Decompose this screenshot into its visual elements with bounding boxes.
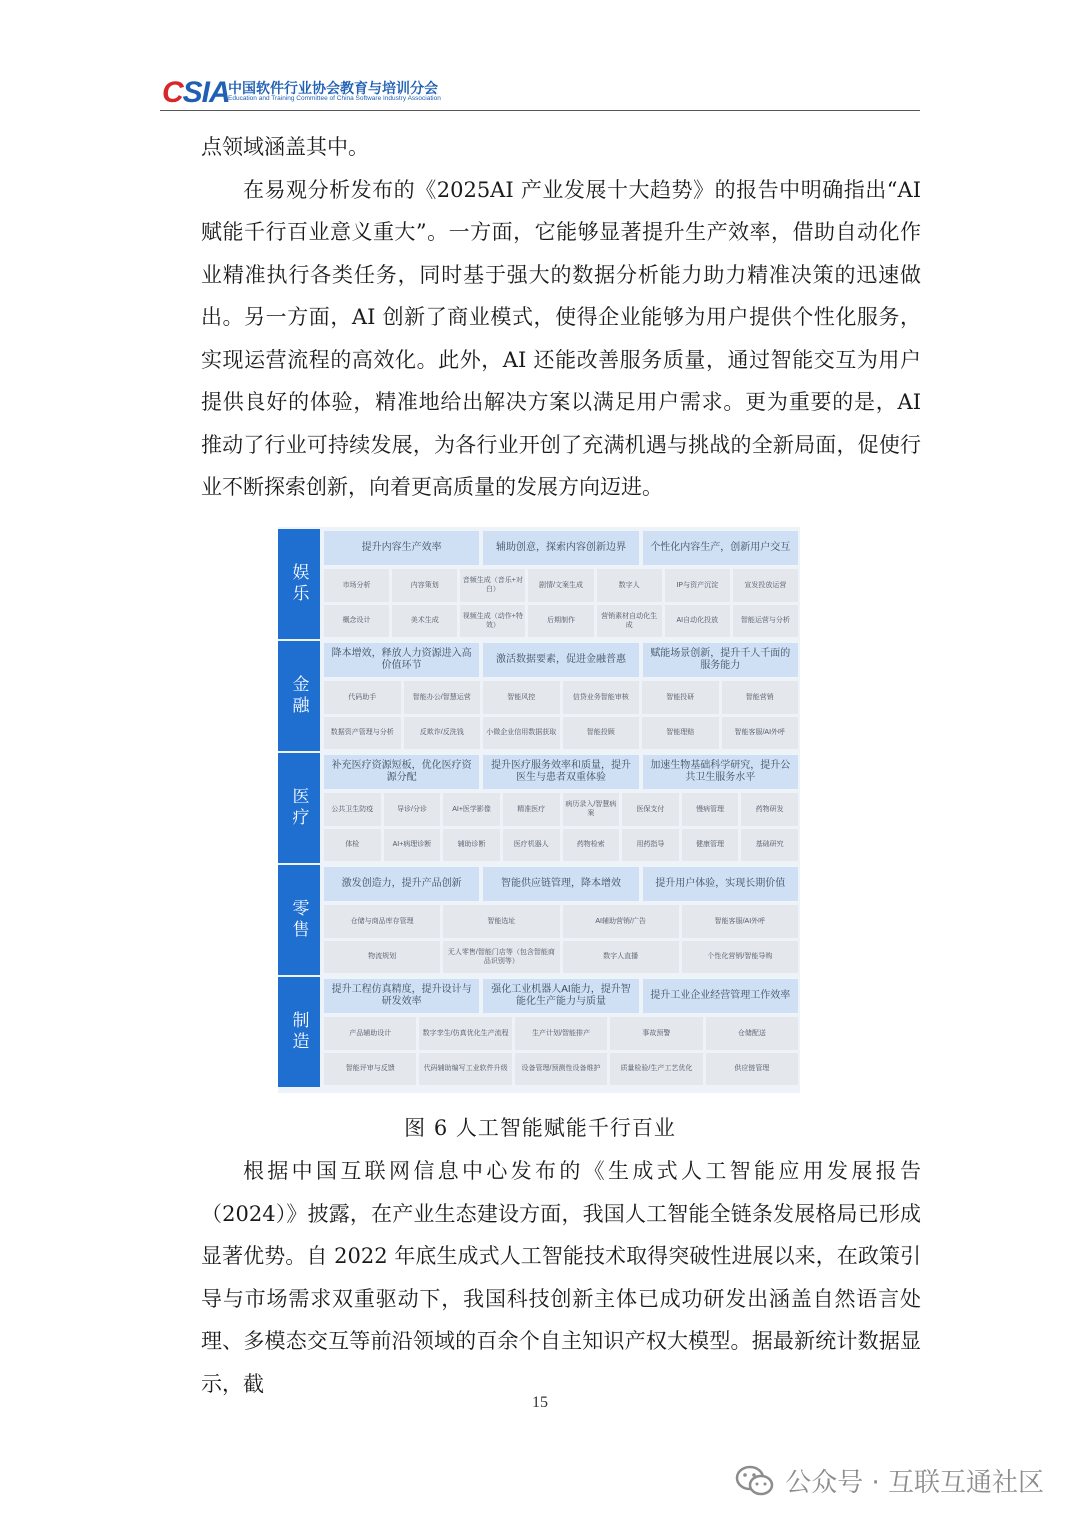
- application-row: [324, 905, 798, 938]
- page-number: 15: [532, 1394, 548, 1411]
- application-cell: 剧情/文案生成: [528, 569, 593, 602]
- application-cell: 药物研发: [741, 793, 798, 826]
- application-cell: 无人零售/智能门店等（包含智能商品识别等）: [443, 941, 559, 974]
- benefit-box: 提升医疗服务效率和质量，提升医生与患者双重体验: [483, 755, 638, 789]
- benefit-box: 赋能场景创新，提升千人千面的服务能力: [643, 643, 798, 677]
- application-cell: 概念设计: [324, 605, 389, 638]
- benefit-box: 补充医疗资源短板，优化医疗资源分配: [324, 755, 479, 789]
- application-cell: 基础研究: [741, 829, 798, 862]
- application-row: [324, 605, 798, 638]
- ai-industry-figure: [278, 527, 800, 1093]
- application-cell: 物流规划: [324, 941, 440, 974]
- sector-body: [324, 641, 798, 751]
- application-cell: AI自动化投放: [665, 605, 730, 638]
- application-row: [324, 829, 798, 862]
- sector-label: 零售: [278, 865, 320, 975]
- benefit-box: 辅助创意，探索内容创新边界: [483, 531, 638, 565]
- application-cell: 智能客服/AI外呼: [722, 717, 799, 750]
- application-cell: 后期制作: [528, 605, 593, 638]
- application-cell: 视频生成（动作+特效）: [460, 605, 525, 638]
- application-cell: 数字人直播: [563, 941, 679, 974]
- application-cell: 智能办公/智慧运营: [404, 681, 481, 714]
- application-cell: 信贷业务智能审核: [563, 681, 640, 714]
- application-cell: 精准医疗: [503, 793, 560, 826]
- watermark-text: 公众号 · 互联互通社区: [785, 1468, 1044, 1498]
- application-cell: 智能营销: [722, 681, 799, 714]
- benefit-box: 激活数据要素，促进金融普惠: [483, 643, 638, 677]
- benefit-box: 提升用户体验，实现长期价值: [643, 867, 798, 901]
- sector-label: 医疗: [278, 753, 320, 863]
- application-cell: 导诊/分诊: [384, 793, 441, 826]
- application-row: [324, 569, 798, 602]
- application-cell: 营销素材自动化生成: [597, 605, 662, 638]
- application-cell: 辅助诊断: [443, 829, 500, 862]
- benefit-box: 提升内容生产效率: [324, 531, 479, 565]
- benefit-box: 个性化内容生产，创新用户交互: [643, 531, 798, 565]
- paragraph: 在易观分析发布的《2025AI 产业发展十大趋势》的报告中明确指出“AI 赋能千行百业意义重大”。一方面，它能够显著提升生产效率，借助自动化作业精准执行各类任务，同时基于强大的数据分析能力助力精准决策的迅速做出。另一方面，AI 创新了商业模式，使得企业能够为用户提供个性化服务，实现运营流程的高效化。此外，AI 还能改善服务质量，通过智能交互为用户提供良好的体验，精准地给出解决方案以满足用户需求。更为重要的是，AI 推动了行业可持续发展，为各行业开创了充满机遇与挑战的全新局面，促使行业不断探索创新，向着更高质量的发展方向迈进。: [201, 177, 921, 499]
- sector-label: 娱乐: [278, 529, 320, 639]
- application-grid: [324, 793, 798, 861]
- application-cell: 质量检验/生产工艺优化: [610, 1053, 702, 1086]
- application-cell: 宣发投放运营: [733, 569, 798, 602]
- benefit-box: 加速生物基础科学研究，提升公共卫生服务水平: [643, 755, 798, 789]
- wechat-watermark: [735, 1462, 1044, 1499]
- paragraph: 根据中国互联网信息中心发布的《生成式人工智能应用发展报告（2024）》披露，在产业生态建设方面，我国人工智能全链条发展格局已形成显著优势。自 2022 年底生成式人工智能技术取得突破性进展以来，在政策引导与市场需求双重驱动下，我国科技创新主体已成功研发出涵盖自然语言处理、多模态交互等前沿领域的百余个自主知识产权大模型。据最新统计数据显示，截: [201, 1159, 921, 1396]
- application-cell: 智能投研: [642, 681, 719, 714]
- application-cell: 设备管理/预测性设备维护: [515, 1053, 607, 1086]
- header-divider: [160, 110, 920, 111]
- application-cell: 智能选址: [443, 905, 559, 938]
- application-row: [324, 717, 798, 750]
- csia-logo: CSIA: [162, 76, 230, 109]
- application-cell: 市场分析: [324, 569, 389, 602]
- benefit-row: [324, 643, 798, 677]
- application-cell: 个性化营销/智能导购: [682, 941, 798, 974]
- application-cell: 供应链管理: [706, 1053, 798, 1086]
- application-cell: 音频生成（音乐+对白）: [460, 569, 525, 602]
- application-cell: 美术生成: [392, 605, 457, 638]
- application-cell: 仓储与商品库存管理: [324, 905, 440, 938]
- benefit-box: 提升工业企业经营管理工作效率: [643, 979, 798, 1013]
- sector-label: 金融: [278, 641, 320, 751]
- org-name-cn: 中国软件行业协会教育与培训分会: [228, 80, 438, 96]
- benefit-row: [324, 531, 798, 565]
- sector-label: 制造: [278, 977, 320, 1087]
- application-row: [324, 1053, 798, 1086]
- application-cell: AI+病理诊断: [384, 829, 441, 862]
- sector-body: [324, 529, 798, 639]
- application-cell: 内容策划: [392, 569, 457, 602]
- benefit-box: 激发创造力，提升产品创新: [324, 867, 479, 901]
- body-text-bottom: [201, 1150, 921, 1405]
- application-row: [324, 793, 798, 826]
- paragraph: 点领域涵盖其中。: [201, 135, 369, 159]
- application-grid: [324, 1017, 798, 1085]
- benefit-box: 提升工程仿真精度，提升设计与研发效率: [324, 979, 479, 1013]
- sector-block: [278, 529, 800, 639]
- application-cell: 智能评审与反馈: [324, 1053, 416, 1086]
- application-cell: 健康管理: [682, 829, 739, 862]
- application-cell: 智能理赔: [642, 717, 719, 750]
- application-row: [324, 941, 798, 974]
- application-cell: 慢病管理: [682, 793, 739, 826]
- application-cell: 反欺诈/反洗钱: [404, 717, 481, 750]
- application-cell: 数字孪生/仿真优化生产流程: [419, 1017, 511, 1050]
- sector-block: [278, 977, 800, 1087]
- application-cell: 产品辅助设计: [324, 1017, 416, 1050]
- benefit-row: [324, 867, 798, 901]
- application-cell: 医疗机器人: [503, 829, 560, 862]
- application-cell: 小微企业信用数据获取: [483, 717, 560, 750]
- application-cell: 智能客服/AI外呼: [682, 905, 798, 938]
- benefit-box: 强化工业机器人AI能力，提升智能化生产能力与质量: [483, 979, 638, 1013]
- application-cell: 病历录入/智慧病案: [563, 793, 620, 826]
- application-grid: [324, 681, 798, 749]
- application-cell: IP与资产沉淀: [665, 569, 730, 602]
- application-cell: AI+医学影像: [443, 793, 500, 826]
- application-row: [324, 681, 798, 714]
- application-grid: [324, 569, 798, 637]
- body-text-top: [201, 126, 921, 509]
- application-cell: 仓储配送: [706, 1017, 798, 1050]
- application-cell: 智能投顾: [563, 717, 640, 750]
- sector-block: [278, 865, 800, 975]
- benefit-row: [324, 979, 798, 1013]
- org-name-en: Education and Training Committee of China Software Industry Association: [228, 95, 441, 102]
- benefit-box: 降本增效，释放人力资源进入高价值环节: [324, 643, 479, 677]
- application-cell: 代码辅助编写工业软件升级: [419, 1053, 511, 1086]
- application-cell: 药物检索: [563, 829, 620, 862]
- sector-block: [278, 641, 800, 751]
- application-cell: 代码助手: [324, 681, 401, 714]
- application-cell: 用药指导: [622, 829, 679, 862]
- figure-caption: 图 6 人工智能赋能千行百业: [404, 1116, 676, 1140]
- application-grid: [324, 905, 798, 973]
- application-cell: 体检: [324, 829, 381, 862]
- application-cell: 公共卫生防疫: [324, 793, 381, 826]
- application-cell: 医保支付: [622, 793, 679, 826]
- benefit-box: 智能供应链管理，降本增效: [483, 867, 638, 901]
- sector-block: [278, 753, 800, 863]
- sector-body: [324, 753, 798, 863]
- application-cell: 事故预警: [610, 1017, 702, 1050]
- application-cell: 数字人: [597, 569, 662, 602]
- document-header: [160, 70, 920, 112]
- application-cell: AI辅助营销/广告: [563, 905, 679, 938]
- application-cell: 智能运营与分析: [733, 605, 798, 638]
- application-cell: 智能风控: [483, 681, 560, 714]
- sector-body: [324, 977, 798, 1087]
- benefit-row: [324, 755, 798, 789]
- application-row: [324, 1017, 798, 1050]
- application-cell: 数据资产管理与分析: [324, 717, 401, 750]
- sector-body: [324, 865, 798, 975]
- wechat-icon: [735, 1464, 775, 1498]
- application-cell: 生产计划/智能排产: [515, 1017, 607, 1050]
